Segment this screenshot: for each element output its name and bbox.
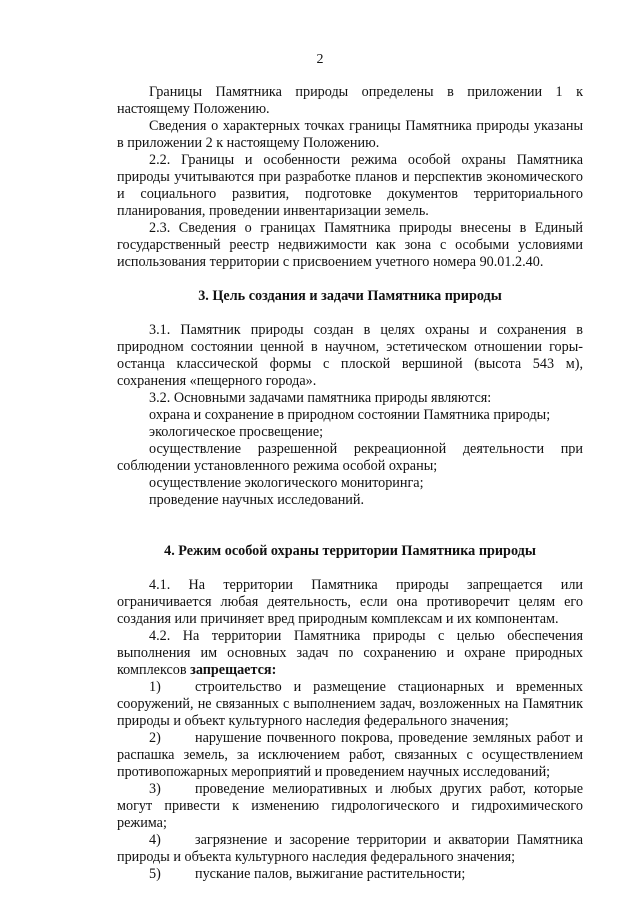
task-item: охрана и сохранение в природном состоянии Памятника природы; <box>149 407 551 423</box>
task-item: экологическое просвещение; <box>149 424 324 440</box>
prohibited-label: запрещается: <box>190 662 277 678</box>
section-3-title: 3. Цель создания и задачи Памятника природы <box>198 288 502 304</box>
paragraph-4-2-text: 4.2. На территории Памятника природы с целью обеспечения выполнения им основных задач по сохранению и охране природных комплексов <box>117 628 583 678</box>
task-item: проведение научных исследований. <box>149 492 365 508</box>
paragraph-4-2 <box>117 628 583 679</box>
prohibition-item <box>117 832 583 866</box>
page-number: 2 <box>316 52 324 67</box>
paragraph-2-3: 2.3. Сведения о границах Памятника природы внесены в Единый государственный реестр недвижимости как зона с особыми условиями использования территории с присвоением учетного номера 90.01.2.40. <box>117 220 583 270</box>
prohibition-item <box>117 866 583 883</box>
prohibition-item <box>117 781 583 832</box>
item-text: проведение мелиоративных и любых других работ, которые могут привести к изменению гидрологического и гидрохимического режима; <box>117 781 583 831</box>
section-4-title: 4. Режим особой охраны территории Памятника природы <box>164 543 536 559</box>
document-body <box>117 84 583 883</box>
item-text: загрязнение и засорение территории и акватории Памятника природы и объекта культурного наследия федерального значения; <box>117 832 583 865</box>
item-text: пускание палов, выжигание растительности; <box>195 866 466 882</box>
item-text: строительство и размещение стационарных и временных сооружений, не связанных с выполнением задач, возложенных на Памятник природы и объект культурного наследия федерального значения; <box>117 679 583 729</box>
item-text: нарушение почвенного покрова, проведение земляных работ и распашка земель, за исключением работ, связанных с осуществлением противопожарных мероприятий и проведением научных исследований; <box>117 730 583 780</box>
task-item: осуществление экологического мониторинга; <box>149 475 424 491</box>
paragraph-3-1: 3.1. Памятник природы создан в целях охраны и сохранения в природном состоянии ценной в научном, эстетическом отношении горы-останца классической формы с плоской вершиной (высота 543 м), сохранения «пещерного города». <box>117 322 583 389</box>
task-item: осуществление разрешенной рекреационной деятельности при соблюдении установленного режима особой охраны; <box>117 441 583 474</box>
prohibition-item <box>117 730 583 781</box>
item-number: 1) <box>149 679 161 695</box>
paragraph-3-2: 3.2. Основными задачами памятника природы являются: <box>149 390 492 406</box>
item-number: 4) <box>149 832 161 848</box>
item-number: 5) <box>149 866 161 882</box>
item-number: 3) <box>149 781 161 797</box>
paragraph-boundary-points: Сведения о характерных точках границы Памятника природы указаны в приложении 2 к настоящему Положению. <box>117 118 583 151</box>
prohibition-item <box>117 679 583 730</box>
paragraph-boundaries: Границы Памятника природы определены в приложении 1 к настоящему Положению. <box>117 84 583 117</box>
paragraph-2-2: 2.2. Границы и особенности режима особой охраны Памятника природы учитываются при разработке планов и перспектив экономического и социального развития, подготовке документов территориального планирования, проведении инвентаризации земель. <box>117 152 583 219</box>
paragraph-4-1: 4.1. На территории Памятника природы запрещается или ограничивается любая деятельность, если она противоречит целям его создания или причиняет вред природным комплексам и их компонентам. <box>117 577 583 627</box>
item-number: 2) <box>149 730 161 746</box>
